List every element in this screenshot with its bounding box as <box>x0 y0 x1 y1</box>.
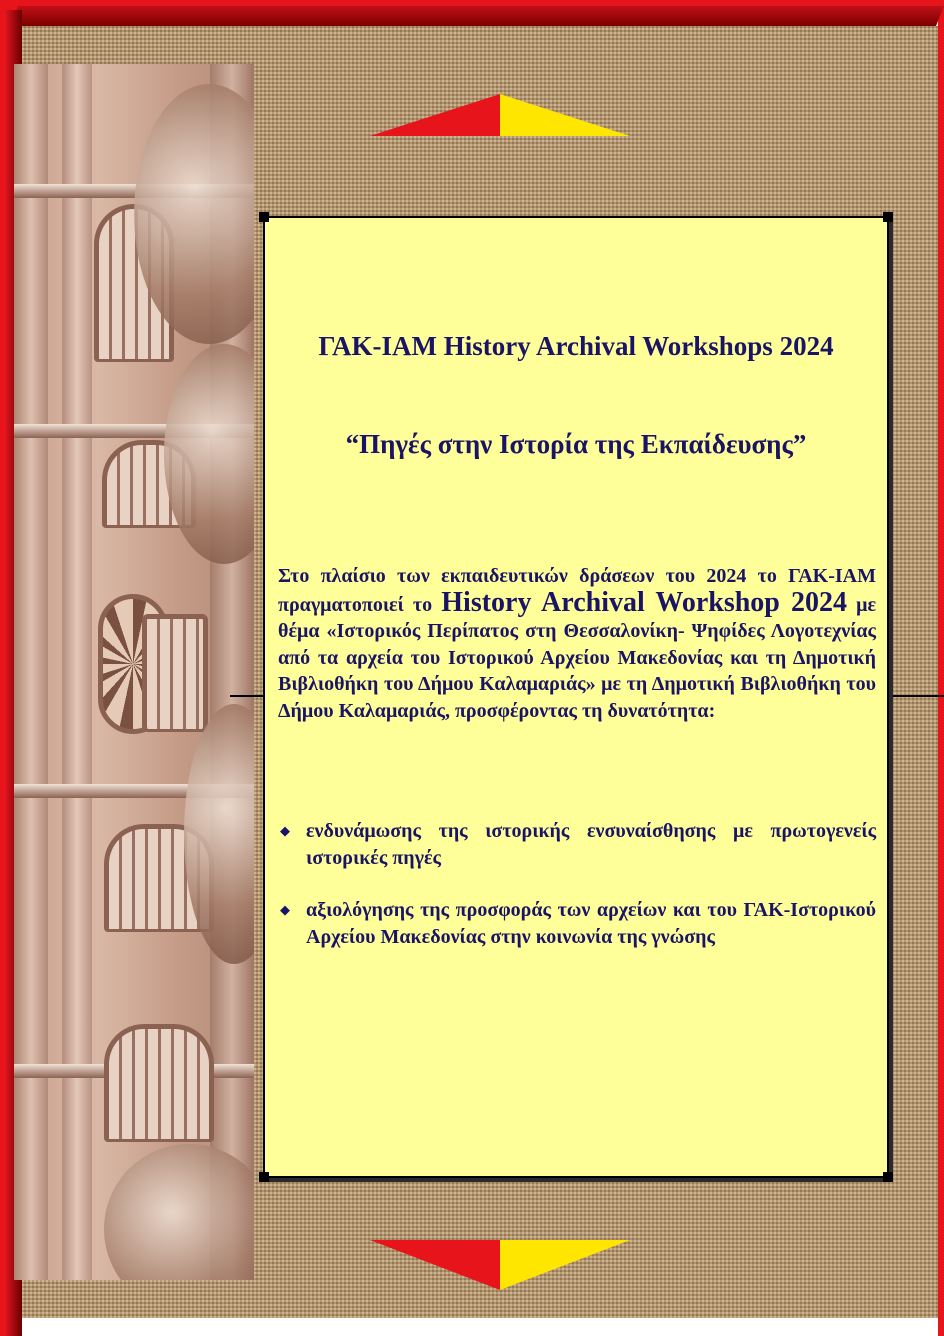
list-item-text: ενδυνάμωσης της ιστορικής ενσυναίσθησης με πρωτογενείς ιστορικές πηγές <box>306 820 876 869</box>
panel-corner <box>883 212 893 222</box>
page-title: ΓΑΚ-ΙΑΜ History Archival Workshops 2024 <box>318 331 834 361</box>
list-item-text: αξιολόγησης της προσφοράς των αρχείων και του ΓΑΚ-Ιστορικού Αρχείου Μακεδονίας στην κοινωνία της γνώσης <box>306 899 876 948</box>
page-subtitle: “Πηγές στην Ιστορία της Εκπαίδευσης” <box>345 429 807 459</box>
panel-corner <box>883 1172 893 1182</box>
tree-foliage <box>104 1144 254 1280</box>
list-item <box>278 897 876 950</box>
frame-right-border <box>938 0 944 1336</box>
diamond-bullet-icon: ◆ <box>280 902 290 917</box>
body-highlight: History Archival Workshop 2024 <box>441 586 847 618</box>
facade-column <box>14 64 48 1280</box>
body-intro: Στο πλαίσιο των εκπαιδευτικών δράσεων του 2024 το ΓΑΚ-ΙΑΜ πραγματοποιεί το <box>278 565 876 616</box>
facade-window <box>142 614 208 732</box>
diamond-bullet-icon: ◆ <box>280 823 290 838</box>
up-arrow-icon <box>370 94 630 166</box>
down-arrow-icon <box>370 1240 630 1312</box>
bullet-list <box>278 818 876 976</box>
panel-corner <box>259 1172 269 1182</box>
panel-corner <box>259 212 269 222</box>
list-item <box>278 818 876 871</box>
body-rest: με θέμα «Ιστορικός Περίπατος στη Θεσσαλονίκη- Ψηφίδες Λογοτεχνίας από τα αρχεία του Ιστορικού Αρχείου Μακεδονίας και τη Δημοτική Βιβλιοθήκη του Δήμου Καλαμαριάς» με τη Δημοτική Βιβλιοθήκη του Δήμου Καλαμαριάς, προσφέροντας τη δυνατότητα: <box>278 593 876 722</box>
content-panel <box>263 216 889 1178</box>
connector-line-right <box>889 695 944 697</box>
facade-column <box>62 64 92 1280</box>
building-facade-photo <box>14 64 254 1280</box>
body-paragraph <box>278 563 876 724</box>
facade-window <box>104 1024 214 1142</box>
palm-tree <box>164 344 254 564</box>
frame-top-bevel <box>10 6 944 26</box>
